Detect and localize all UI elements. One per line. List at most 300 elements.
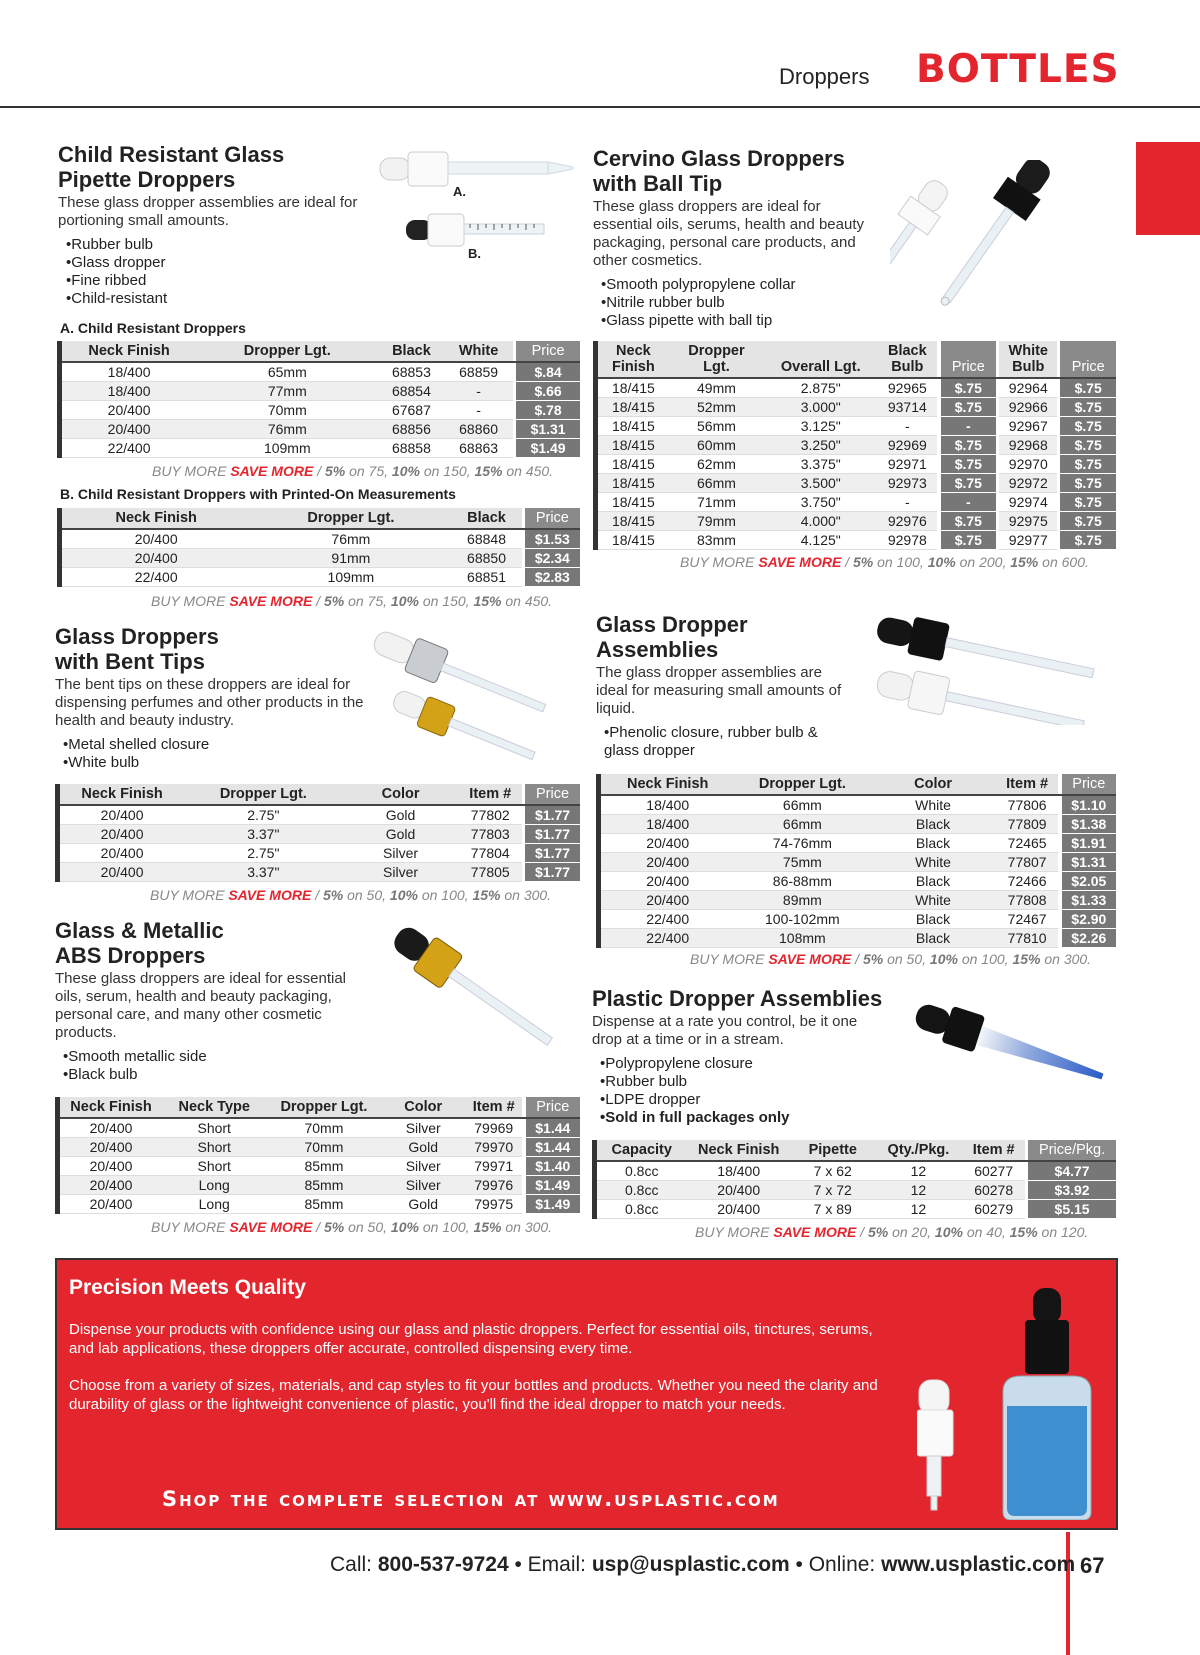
- table-row: [58, 825, 581, 844]
- price-cell: $.75: [1060, 531, 1116, 550]
- col-header: Pipette: [791, 1140, 875, 1161]
- table-cell: 3.125": [764, 417, 877, 436]
- col-header: Item #: [996, 774, 1059, 795]
- glass-dropper-assemblies-table: [596, 774, 1116, 948]
- table-row: [599, 795, 1117, 815]
- table-cell: 75mm: [734, 853, 870, 872]
- table-cell: Black: [870, 910, 995, 929]
- table-row: [599, 815, 1117, 834]
- table-cell: 68858: [378, 439, 444, 458]
- table-cell: 20/400: [58, 1176, 162, 1195]
- table-cell: 79975: [465, 1195, 522, 1214]
- section-heading-line1: Glass Droppers: [55, 624, 219, 649]
- table-cell: 66mm: [734, 815, 870, 834]
- table-cell: Silver: [342, 844, 458, 863]
- table-cell: 92978: [877, 531, 937, 550]
- table-cell: 0.8cc: [595, 1200, 687, 1219]
- col-header: Dropper Lgt.: [196, 341, 378, 362]
- col-header: White Bulb: [999, 341, 1057, 378]
- promo-paragraph: Dispense your products with confidence using our glass and plastic droppers. Perfect for essential oils, tinctures, serums, and lab applications, these droppers offer accurate, controlled dispensing every time.: [69, 1321, 873, 1357]
- price-cell: $1.91: [1062, 834, 1116, 853]
- feature-item: • Glass pipette with ball tip: [601, 312, 883, 330]
- section-description: These glass dropper assemblies are ideal for portioning small amounts.: [58, 194, 358, 229]
- table-cell: 92969: [877, 436, 937, 455]
- table-cell: 77810: [996, 929, 1059, 948]
- table-cell: 60277: [962, 1161, 1025, 1181]
- price-cell: $2.05: [1062, 872, 1116, 891]
- col-header: Black Bulb: [877, 341, 937, 378]
- table-cell: 72466: [996, 872, 1059, 891]
- table-cell: -: [444, 401, 512, 420]
- table-cell: Gold: [342, 805, 458, 825]
- table-cell: 79969: [465, 1118, 522, 1138]
- table-cell: 92971: [877, 455, 937, 474]
- section-heading-line2: with Ball Tip: [593, 171, 723, 196]
- table-row: [599, 853, 1117, 872]
- price-cell: $3.92: [1028, 1181, 1116, 1200]
- image-label-b: B.: [468, 246, 481, 261]
- section-tab: [1136, 142, 1200, 235]
- col-header: Item #: [459, 784, 522, 805]
- table-cell: 3.000": [764, 398, 877, 417]
- feature-item: • LDPE dropper: [600, 1091, 902, 1109]
- child-resistant-table: [57, 341, 580, 458]
- price-cell: $2.34: [525, 549, 580, 568]
- bulk-discount-note: BUY MORE SAVE MORE / 5% on 50, 10% on 100, 15% on 300.: [690, 951, 1092, 967]
- table-row: [58, 844, 581, 863]
- page-number: 67: [1080, 1553, 1105, 1578]
- section-heading: Plastic Dropper Assemblies: [592, 986, 883, 1011]
- table-cell: Silver: [381, 1118, 465, 1138]
- col-header: Dropper Lgt.: [184, 784, 342, 805]
- table-cell: Silver: [342, 863, 458, 882]
- col-header: Item #: [962, 1140, 1025, 1161]
- col-header: Neck Finish: [60, 508, 251, 529]
- table-cell: 72467: [996, 910, 1059, 929]
- price-cell: $.75: [941, 531, 996, 550]
- col-header: Color: [870, 774, 995, 795]
- table-cell: -: [877, 493, 937, 512]
- table-cell: White: [870, 891, 995, 910]
- table-cell: 22/400: [599, 929, 735, 948]
- table-cell: 66mm: [734, 795, 870, 815]
- table-row: [596, 417, 1117, 436]
- table-cell: 77809: [996, 815, 1059, 834]
- metallic-dropper-image: [380, 925, 580, 1075]
- section-description: The bent tips on these droppers are ideal for dispensing perfumes and other products in the health and beauty industry.: [55, 676, 364, 729]
- feature-list: [593, 276, 883, 330]
- table-row: [595, 1200, 1117, 1219]
- price-cell: $.75: [941, 398, 996, 417]
- table-cell: 22/400: [60, 568, 251, 587]
- feature-list: [55, 736, 375, 772]
- table-cell: 92966: [999, 398, 1057, 417]
- col-header: Neck Finish: [58, 1097, 162, 1118]
- price-cell: $.78: [516, 401, 580, 420]
- table-row: [596, 436, 1117, 455]
- header-divider: [0, 106, 1200, 108]
- table-cell: Black: [870, 929, 995, 948]
- promo-bottle-image: [917, 1280, 1107, 1520]
- table-cell: 79970: [465, 1138, 522, 1157]
- bulk-discount-note: BUY MORE SAVE MORE / 5% on 20, 10% on 40, 15% on 120.: [695, 1224, 1089, 1240]
- table-cell: 65mm: [196, 362, 378, 382]
- phone-link[interactable]: 800-537-9724: [377, 1553, 509, 1576]
- table-cell: Silver: [381, 1157, 465, 1176]
- table-cell: 7 x 72: [791, 1181, 875, 1200]
- cervino-table: [593, 341, 1116, 550]
- table-cell: 85mm: [266, 1176, 381, 1195]
- table-cell: 100-102mm: [734, 910, 870, 929]
- cervino-dropper-image: [890, 160, 1120, 335]
- table-row: [58, 863, 581, 882]
- price-cell: $.75: [1060, 493, 1116, 512]
- table-cell: 92973: [877, 474, 937, 493]
- col-header: Capacity: [595, 1140, 687, 1161]
- price-cell: $1.38: [1062, 815, 1116, 834]
- table-cell: 18/415: [596, 436, 669, 455]
- feature-list: [58, 236, 368, 308]
- table-cell: 109mm: [250, 568, 451, 587]
- col-header: Black: [378, 341, 444, 362]
- price-cell: -: [941, 417, 996, 436]
- price-cell: $1.77: [525, 805, 580, 825]
- table-cell: White: [870, 795, 995, 815]
- price-cell: $1.31: [516, 420, 580, 439]
- feature-item: • Rubber bulb: [600, 1073, 902, 1091]
- table-cell: 67687: [378, 401, 444, 420]
- section-heading-line1: Cervino Glass Droppers: [593, 146, 845, 171]
- plastic-dropper-table: [592, 1140, 1116, 1219]
- table-cell: 109mm: [196, 439, 378, 458]
- table-cell: Black: [870, 834, 995, 853]
- table-row: [599, 910, 1117, 929]
- table-cell: Short: [162, 1118, 266, 1138]
- table-cell: 18/415: [596, 531, 669, 550]
- table-row: [60, 529, 581, 549]
- plastic-dropper-section: [592, 986, 902, 1127]
- col-header-price: Price/Pkg.: [1028, 1140, 1116, 1161]
- table-row: [58, 1138, 581, 1157]
- section-description: These glass droppers are ideal for essential oils, serums, health and beauty packaging, personal care products, and other cosmetics.: [593, 198, 864, 269]
- col-header: Dropper Lgt.: [250, 508, 451, 529]
- table-cell: 18/415: [596, 378, 669, 398]
- feature-item: • White bulb: [63, 754, 375, 772]
- table-cell: 20/400: [60, 529, 251, 549]
- table-row: [60, 439, 581, 458]
- table-cell: 71mm: [669, 493, 764, 512]
- section-title: Droppers: [779, 64, 870, 89]
- table-cell: 70mm: [266, 1138, 381, 1157]
- table-cell: 92964: [999, 378, 1057, 398]
- table-cell: 20/400: [599, 853, 735, 872]
- bulk-discount-note: BUY MORE SAVE MORE / 5% on 50, 10% on 100, 15% on 300.: [151, 1219, 553, 1235]
- table-cell: 20/400: [58, 1195, 162, 1214]
- table-row: [595, 1161, 1117, 1181]
- table-cell: 92965: [877, 378, 937, 398]
- table-cell: 3.375": [764, 455, 877, 474]
- table-cell: 18/415: [596, 512, 669, 531]
- price-cell: $1.44: [526, 1138, 580, 1157]
- table-cell: 68860: [444, 420, 512, 439]
- section-heading-line1: Child Resistant Glass: [58, 142, 285, 167]
- section-heading-line1: Glass Dropper: [596, 612, 748, 637]
- table-cell: 3.750": [764, 493, 877, 512]
- table-row: [596, 474, 1117, 493]
- col-header-price: Price: [525, 784, 580, 805]
- table-cell: 12: [875, 1200, 963, 1219]
- table-cell: 4.125": [764, 531, 877, 550]
- section-heading-line2: Pipette Droppers: [58, 167, 236, 192]
- table-cell: 91mm: [250, 549, 451, 568]
- table-cell: 20/400: [58, 805, 185, 825]
- table-row: [60, 420, 581, 439]
- section-heading-line2: with Bent Tips: [55, 649, 205, 674]
- table-cell: 3.37": [184, 825, 342, 844]
- table-cell: 20/400: [58, 825, 185, 844]
- table-cell: 68856: [378, 420, 444, 439]
- feature-list: [55, 1048, 375, 1084]
- table-cell: Short: [162, 1138, 266, 1157]
- table-cell: 12: [875, 1181, 963, 1200]
- col-header: Color: [381, 1097, 465, 1118]
- price-cell: $.66: [516, 382, 580, 401]
- table-row: [60, 549, 581, 568]
- table-b-title: B. Child Resistant Droppers with Printed-On Measurements: [60, 486, 456, 502]
- table-cell: 92967: [999, 417, 1057, 436]
- table-cell: 3.500": [764, 474, 877, 493]
- price-cell: $2.90: [1062, 910, 1116, 929]
- price-cell: $1.49: [526, 1195, 580, 1214]
- table-row: [599, 834, 1117, 853]
- table-cell: 93714: [877, 398, 937, 417]
- table-cell: 20/400: [60, 401, 197, 420]
- table-cell: 20/400: [686, 1200, 791, 1219]
- table-row: [596, 398, 1117, 417]
- bent-tips-table: [55, 784, 580, 882]
- price-cell: $1.77: [525, 825, 580, 844]
- table-a-title: A. Child Resistant Droppers: [60, 320, 246, 336]
- table-cell: Long: [162, 1176, 266, 1195]
- table-cell: 2.875": [764, 378, 877, 398]
- feature-item: • Smooth metallic side: [63, 1048, 375, 1066]
- price-cell: $2.83: [525, 568, 580, 587]
- table-cell: 20/400: [686, 1181, 791, 1200]
- col-header: Neck Finish: [60, 341, 197, 362]
- table-cell: 70mm: [196, 401, 378, 420]
- table-cell: 0.8cc: [595, 1161, 687, 1181]
- col-header: Neck Finish: [599, 774, 735, 795]
- table-cell: 92977: [999, 531, 1057, 550]
- printed-measurements-table: [57, 508, 580, 587]
- table-cell: 18/400: [599, 795, 735, 815]
- col-header: Neck Finish: [686, 1140, 791, 1161]
- table-row: [58, 1176, 581, 1195]
- price-cell: $.75: [941, 455, 996, 474]
- section-heading-line2: ABS Droppers: [55, 943, 206, 968]
- section-description: Dispense at a rate you control, be it one drop at a time or in a stream.: [592, 1013, 858, 1048]
- table-row: [595, 1181, 1117, 1200]
- table-cell: Gold: [342, 825, 458, 844]
- table-cell: 20/400: [58, 1118, 162, 1138]
- bulk-discount-note: BUY MORE SAVE MORE / 5% on 50, 10% on 100, 15% on 300.: [150, 887, 552, 903]
- table-cell: 18/415: [596, 417, 669, 436]
- table-cell: 18/400: [60, 362, 197, 382]
- table-cell: 3.250": [764, 436, 877, 455]
- child-resistant-dropper-image: [378, 140, 578, 260]
- table-cell: 18/400: [60, 382, 197, 401]
- table-cell: 20/400: [58, 1157, 162, 1176]
- price-cell: -: [941, 493, 996, 512]
- col-header: Overall Lgt.: [764, 341, 877, 378]
- bulk-discount-note: BUY MORE SAVE MORE / 5% on 75, 10% on 150, 15% on 450.: [152, 463, 554, 479]
- table-cell: 92976: [877, 512, 937, 531]
- price-cell: $2.26: [1062, 929, 1116, 948]
- glass-dropper-assemblies-section: [596, 612, 856, 760]
- table-cell: 77806: [996, 795, 1059, 815]
- table-row: [60, 362, 581, 382]
- col-header: Black: [451, 508, 521, 529]
- table-cell: 18/415: [596, 493, 669, 512]
- table-cell: 77804: [459, 844, 522, 863]
- col-header-price: Price: [941, 341, 996, 378]
- table-cell: 79mm: [669, 512, 764, 531]
- table-cell: 20/400: [60, 420, 197, 439]
- table-cell: 92968: [999, 436, 1057, 455]
- table-cell: 92970: [999, 455, 1057, 474]
- table-row: [596, 493, 1117, 512]
- table-cell: 76mm: [196, 420, 378, 439]
- table-cell: 3.37": [184, 863, 342, 882]
- price-cell: $1.33: [1062, 891, 1116, 910]
- table-cell: 92974: [999, 493, 1057, 512]
- table-cell: 0.8cc: [595, 1181, 687, 1200]
- call-label: Call:: [330, 1553, 378, 1576]
- bulk-discount-note: BUY MORE SAVE MORE / 5% on 100, 10% on 200, 15% on 600.: [680, 554, 1089, 570]
- table-cell: 68863: [444, 439, 512, 458]
- table-cell: 77803: [459, 825, 522, 844]
- table-cell: 77805: [459, 863, 522, 882]
- table-cell: 18/415: [596, 474, 669, 493]
- website-link[interactable]: www.usplastic.com: [881, 1553, 1076, 1576]
- feature-item: • Black bulb: [63, 1066, 375, 1084]
- promo-paragraph: Choose from a variety of sizes, materials, and cap styles to fit your bottles and products. Whether you need the clarity and durability of glass or the lightweight convenience of plastic, you'll find the ideal dropper to match your needs.: [69, 1377, 878, 1413]
- feature-item: • Glass dropper: [66, 254, 368, 272]
- table-cell: 60mm: [669, 436, 764, 455]
- table-row: [58, 805, 581, 825]
- table-row: [60, 401, 581, 420]
- table-cell: 20/400: [58, 863, 185, 882]
- email-link[interactable]: usp@usplastic.com: [591, 1553, 790, 1576]
- table-cell: Gold: [381, 1138, 465, 1157]
- image-label-a: A.: [453, 184, 466, 199]
- price-cell: $.75: [1060, 378, 1116, 398]
- table-cell: White: [870, 853, 995, 872]
- table-cell: 92972: [999, 474, 1057, 493]
- price-cell: $.75: [1060, 398, 1116, 417]
- table-row: [599, 929, 1117, 948]
- col-header-price: Price: [1060, 341, 1116, 378]
- metallic-abs-table: [55, 1097, 580, 1214]
- promo-title: Precision Meets Quality: [69, 1276, 306, 1299]
- col-header: Qty./Pkg.: [875, 1140, 963, 1161]
- table-cell: 68850: [451, 549, 521, 568]
- price-cell: $1.77: [525, 844, 580, 863]
- table-cell: 18/400: [599, 815, 735, 834]
- table-cell: 68854: [378, 382, 444, 401]
- price-cell: $.75: [941, 378, 996, 398]
- table-cell: 89mm: [734, 891, 870, 910]
- bent-tips-section: [55, 624, 375, 772]
- table-cell: 68853: [378, 362, 444, 382]
- table-row: [58, 1157, 581, 1176]
- table-cell: 85mm: [266, 1195, 381, 1214]
- price-cell: $1.31: [1062, 853, 1116, 872]
- table-cell: 22/400: [599, 910, 735, 929]
- table-cell: 72465: [996, 834, 1059, 853]
- table-row: [596, 378, 1117, 398]
- shop-link[interactable]: Shop the complete selection at www.usplastic.com: [162, 1487, 780, 1511]
- table-cell: 68859: [444, 362, 512, 382]
- feature-item: • Phenolic closure, rubber bulb & glass dropper: [604, 724, 846, 760]
- col-header: White: [444, 341, 512, 362]
- price-cell: $.75: [1060, 474, 1116, 493]
- col-header: Neck Finish: [58, 784, 185, 805]
- feature-item: • Metal shelled closure: [63, 736, 375, 754]
- price-cell: $1.40: [526, 1157, 580, 1176]
- footer-contact: Call: 800-537-9724 • Email: usp@usplastic.com • Online: www.usplastic.com: [330, 1553, 1076, 1576]
- section-description: The glass dropper assemblies are ideal for measuring small amounts of liquid.: [596, 664, 842, 717]
- col-header: Dropper Lgt.: [734, 774, 870, 795]
- table-cell: 79971: [465, 1157, 522, 1176]
- table-cell: 4.000": [764, 512, 877, 531]
- table-cell: 83mm: [669, 531, 764, 550]
- table-row: [596, 512, 1117, 531]
- feature-item: • Child-resistant: [66, 290, 368, 308]
- table-cell: 49mm: [669, 378, 764, 398]
- footer-divider: [1066, 1532, 1070, 1655]
- price-cell: $1.49: [516, 439, 580, 458]
- table-cell: 86-88mm: [734, 872, 870, 891]
- price-cell: $.75: [1060, 417, 1116, 436]
- price-cell: $.75: [1060, 436, 1116, 455]
- table-cell: 20/400: [60, 549, 251, 568]
- price-cell: $1.77: [525, 863, 580, 882]
- feature-item: • Fine ribbed: [66, 272, 368, 290]
- table-cell: 20/400: [58, 1138, 162, 1157]
- table-cell: 79976: [465, 1176, 522, 1195]
- table-cell: 18/415: [596, 398, 669, 417]
- bent-tip-dropper-image: [370, 628, 580, 778]
- table-cell: -: [877, 417, 937, 436]
- table-row: [599, 891, 1117, 910]
- table-cell: Long: [162, 1195, 266, 1214]
- table-row: [596, 455, 1117, 474]
- table-cell: 52mm: [669, 398, 764, 417]
- col-header: Item #: [465, 1097, 522, 1118]
- table-cell: 77807: [996, 853, 1059, 872]
- price-cell: $1.10: [1062, 795, 1116, 815]
- category-title: BOTTLES: [916, 47, 1120, 92]
- col-header: Neck Finish: [596, 341, 669, 378]
- feature-item-bold: • Sold in full packages only: [600, 1109, 902, 1127]
- table-cell: Black: [870, 815, 995, 834]
- cervino-section: [593, 146, 883, 330]
- section-heading-line2: Assemblies: [596, 637, 719, 662]
- col-header-price: Price: [516, 341, 580, 362]
- table-row: [58, 1195, 581, 1214]
- price-cell: $.75: [1060, 512, 1116, 531]
